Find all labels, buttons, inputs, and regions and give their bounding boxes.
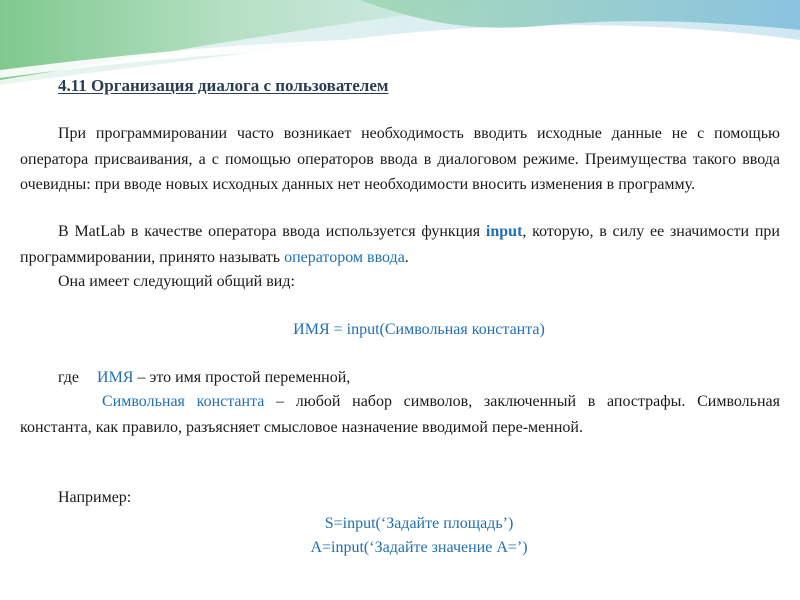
paragraph-general-form: Она имеет следующий общий вид: [58,273,295,290]
symbolic-constant-description: – любой набор символов, заключенный в апострафы. Символьная константа, как правило, разъясняет смысловое назначение вводимой пере-менной. [20,393,780,436]
where-line [20,365,780,391]
symbolic-constant-term: Символьная константа [102,393,265,410]
input-operator-term: оператором ввода [284,248,405,266]
general-form-formula: ИМЯ = input(Символьная константа) [293,321,545,338]
p2-text-1: В MatLab в качестве оператора ввода используется функция [58,223,486,240]
input-function-term: input [485,223,523,240]
paragraph-matlab-input [20,219,780,270]
name-term: ИМЯ [97,369,134,386]
p2-text-3: . [404,248,409,266]
symbolic-constant-definition [20,389,780,440]
p2-text-2: , которую, в силу ее значимости при программировании, принято называть [20,223,780,266]
example-code-line: S=input(‘Задайте площадь’) [324,515,514,532]
example-code-line: A=input(‘Задайте значение А=’) [310,539,528,556]
paragraph-intro: При программировании часто возникает необходимость вводить исходные данные не с помощью оператора присваивания, а с помощью операторов ввода в диалоговом режиме. Преимущества такого ввода очевидны: при вводе новых исходных данных нет необходимости вносить изменения в программу. [20,125,780,193]
example-label: Например: [58,489,132,506]
name-description: – это имя простой переменной, [133,369,351,386]
where-label: где [58,369,80,386]
slide-title: 4.11 Организация диалога с пользователем [58,76,389,95]
